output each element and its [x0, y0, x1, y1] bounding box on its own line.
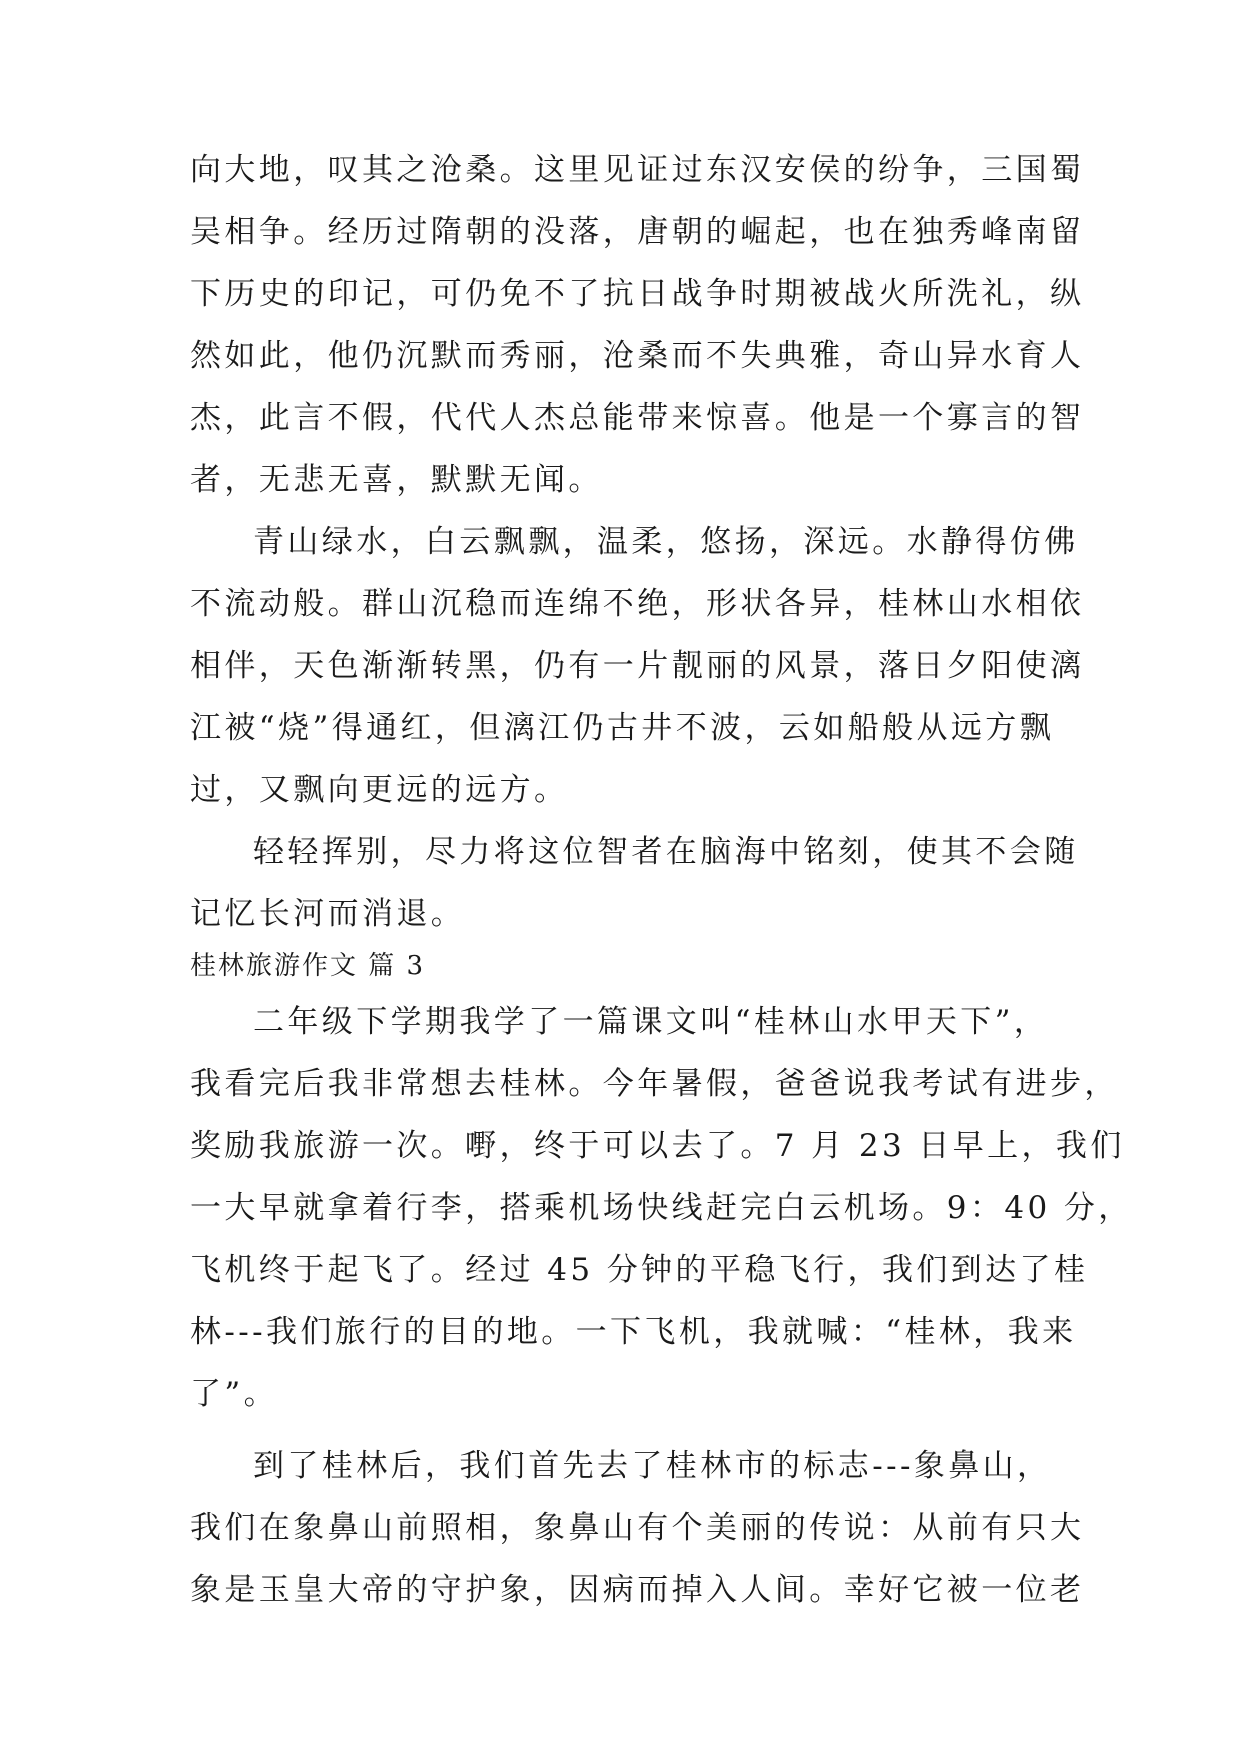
paragraph-4-line-7: 了”。 — [190, 1376, 279, 1412]
paragraph-2-line-5: 过，又飘向更远的远方。 — [190, 772, 569, 808]
paragraph-5-line-2: 我们在象鼻山前照相，象鼻山有个美丽的传说：从前有只大 — [190, 1510, 1085, 1546]
paragraph-1-line-6: 者，无悲无喜，默默无闻。 — [190, 462, 603, 498]
paragraph-1-line-4: 然如此，他仍沉默而秀丽，沧桑而不失典雅，奇山异水育人 — [190, 338, 1085, 374]
paragraph-2-line-1: 青山绿水，白云飘飘，温柔，悠扬，深远。水静得仿佛 — [253, 524, 1079, 560]
paragraph-4-line-6: 林---我们旅行的目的地。一下飞机，我就喊：“桂林，我来 — [190, 1314, 1077, 1350]
paragraph-1-line-5: 杰，此言不假，代代人杰总能带来惊喜。他是一个寡言的智 — [190, 400, 1085, 436]
paragraph-3-line-2: 记忆长河而消退。 — [190, 896, 466, 932]
paragraph-5-line-1: 到了桂林后，我们首先去了桂林市的标志---象鼻山， — [253, 1448, 1052, 1484]
paragraph-5-line-3: 象是玉皇大帝的守护象，因病而掉入人间。幸好它被一位老 — [190, 1572, 1085, 1608]
paragraph-2-line-3: 相伴，天色渐渐转黑，仍有一片靓丽的风景，落日夕阳使漓 — [190, 648, 1085, 684]
paragraph-1-line-1: 向大地，叹其之沧桑。这里见证过东汉安侯的纷争，三国蜀 — [190, 152, 1085, 188]
paragraph-1-line-3: 下历史的印记，可仍免不了抗日战争时期被战火所洗礼，纵 — [190, 276, 1085, 312]
paragraph-2-line-4: 江被“烧”得通红，但漓江仍古井不波，云如船般从远方飘 — [190, 710, 1055, 746]
paragraph-4-line-1: 二年级下学期我学了一篇课文叫“桂林山水甲天下”， — [253, 1004, 1049, 1040]
paragraph-3-line-1: 轻轻挥别，尽力将这位智者在脑海中铭刻，使其不会随 — [253, 834, 1079, 870]
paragraph-1-line-2: 吴相争。经历过隋朝的没落，唐朝的崛起，也在独秀峰南留 — [190, 214, 1085, 250]
paragraph-4-line-2: 我看完后我非常想去桂林。今年暑假，爸爸说我考试有进步， — [190, 1066, 1119, 1102]
paragraph-4-line-5: 飞机终于起飞了。经过 45 分钟的平稳飞行，我们到达了桂 — [190, 1252, 1089, 1288]
section-heading: 桂林旅游作文 篇 3 — [190, 951, 426, 981]
paragraph-4-line-4: 一大早就拿着行李，搭乘机场快线赶完白云机场。9：40 分， — [190, 1190, 1133, 1226]
paragraph-2-line-2: 不流动般。群山沉稳而连绵不绝，形状各异，桂林山水相依 — [190, 586, 1085, 622]
paragraph-4-line-3: 奖励我旅游一次。嘢，终于可以去了。7 月 23 日早上，我们 — [190, 1128, 1125, 1164]
